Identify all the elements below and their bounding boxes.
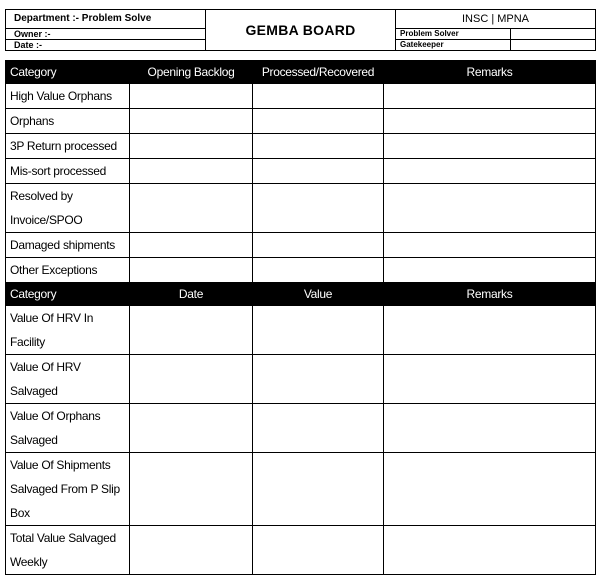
opening-backlog-cell[interactable] bbox=[130, 84, 253, 109]
category-cell bbox=[6, 355, 130, 404]
remarks-cell[interactable] bbox=[384, 306, 596, 355]
category-cell: Damaged shipments bbox=[6, 233, 130, 258]
remarks-cell[interactable] bbox=[384, 355, 596, 404]
processed-recovered-cell[interactable] bbox=[253, 134, 384, 159]
value-cell[interactable] bbox=[253, 306, 384, 355]
processed-recovered-cell[interactable] bbox=[253, 84, 384, 109]
category-line: Value Of HRV Salvaged bbox=[10, 360, 81, 398]
category-cell: High Value Orphans bbox=[6, 84, 130, 109]
category-cell: Other Exceptions bbox=[6, 258, 130, 283]
board-header bbox=[5, 9, 596, 51]
section1-header-row bbox=[6, 61, 596, 84]
value-cell[interactable] bbox=[253, 453, 384, 526]
col-category: Category bbox=[6, 283, 130, 306]
category-cell bbox=[6, 306, 130, 355]
col-category: Category bbox=[6, 61, 130, 84]
remarks-cell[interactable] bbox=[384, 404, 596, 453]
category-cell bbox=[6, 526, 130, 575]
category-line: Value Of Orphans Salvaged bbox=[10, 409, 101, 447]
table-row bbox=[6, 258, 596, 283]
table-row bbox=[6, 233, 596, 258]
category-line: Weekly bbox=[10, 555, 48, 569]
table-row bbox=[6, 159, 596, 184]
remarks-cell[interactable] bbox=[384, 258, 596, 283]
gatekeeper-value[interactable] bbox=[511, 40, 596, 51]
value-cell[interactable] bbox=[253, 526, 384, 575]
col-value: Value bbox=[253, 283, 384, 306]
date-cell[interactable] bbox=[130, 526, 253, 575]
value-cell[interactable] bbox=[253, 404, 384, 453]
date-cell[interactable] bbox=[130, 306, 253, 355]
table-row bbox=[6, 134, 596, 159]
remarks-cell[interactable] bbox=[384, 453, 596, 526]
opening-backlog-cell[interactable] bbox=[130, 159, 253, 184]
processed-recovered-cell[interactable] bbox=[253, 159, 384, 184]
category-cell: Orphans bbox=[6, 109, 130, 134]
col-remarks: Remarks bbox=[384, 283, 596, 306]
opening-backlog-cell[interactable] bbox=[130, 184, 253, 233]
table-row bbox=[6, 306, 596, 355]
remarks-cell[interactable] bbox=[384, 84, 596, 109]
processed-recovered-cell[interactable] bbox=[253, 109, 384, 134]
gatekeeper-label: Gatekeeper bbox=[396, 40, 511, 51]
opening-backlog-cell[interactable] bbox=[130, 258, 253, 283]
category-cell bbox=[6, 404, 130, 453]
table-row bbox=[6, 404, 596, 453]
remarks-cell[interactable] bbox=[384, 159, 596, 184]
remarks-cell[interactable] bbox=[384, 134, 596, 159]
processed-recovered-cell[interactable] bbox=[253, 184, 384, 233]
table-row bbox=[6, 84, 596, 109]
table-row bbox=[6, 453, 596, 526]
category-line: Value Of Shipments bbox=[10, 458, 111, 472]
date-cell[interactable] bbox=[130, 453, 253, 526]
category-line: Total Value Salvaged bbox=[10, 531, 116, 545]
date-field[interactable]: Date :- bbox=[6, 40, 206, 51]
org-label: INSC | MPNA bbox=[396, 10, 596, 29]
category-cell: Mis-sort processed bbox=[6, 159, 130, 184]
col-opening-backlog: Opening Backlog bbox=[130, 61, 253, 84]
table-row bbox=[6, 355, 596, 404]
table-row bbox=[6, 109, 596, 134]
opening-backlog-cell[interactable] bbox=[130, 109, 253, 134]
department-label: Department :- Problem Solve bbox=[6, 10, 206, 29]
section2-header-row bbox=[6, 283, 596, 306]
remarks-cell[interactable] bbox=[384, 233, 596, 258]
col-date: Date bbox=[130, 283, 253, 306]
table-row bbox=[6, 184, 596, 233]
problem-solver-label: Problem Solver bbox=[396, 29, 511, 40]
gemba-table bbox=[5, 60, 596, 575]
category-cell: Resolved by Invoice/SPOO bbox=[6, 184, 130, 233]
board-title: GEMBA BOARD bbox=[206, 10, 396, 51]
table-row bbox=[6, 526, 596, 575]
gemba-board bbox=[5, 9, 595, 575]
col-remarks: Remarks bbox=[384, 61, 596, 84]
opening-backlog-cell[interactable] bbox=[130, 134, 253, 159]
remarks-cell[interactable] bbox=[384, 184, 596, 233]
problem-solver-value[interactable] bbox=[511, 29, 596, 40]
category-line: Value Of HRV In Facility bbox=[10, 311, 94, 349]
category-cell: 3P Return processed bbox=[6, 134, 130, 159]
col-processed-recovered: Processed/Recovered bbox=[253, 61, 384, 84]
opening-backlog-cell[interactable] bbox=[130, 233, 253, 258]
owner-field[interactable]: Owner :- bbox=[6, 29, 206, 40]
category-line: Salvaged From P Slip Box bbox=[10, 482, 120, 520]
remarks-cell[interactable] bbox=[384, 526, 596, 575]
value-cell[interactable] bbox=[253, 355, 384, 404]
processed-recovered-cell[interactable] bbox=[253, 233, 384, 258]
date-cell[interactable] bbox=[130, 355, 253, 404]
remarks-cell[interactable] bbox=[384, 109, 596, 134]
category-cell bbox=[6, 453, 130, 526]
processed-recovered-cell[interactable] bbox=[253, 258, 384, 283]
date-cell[interactable] bbox=[130, 404, 253, 453]
